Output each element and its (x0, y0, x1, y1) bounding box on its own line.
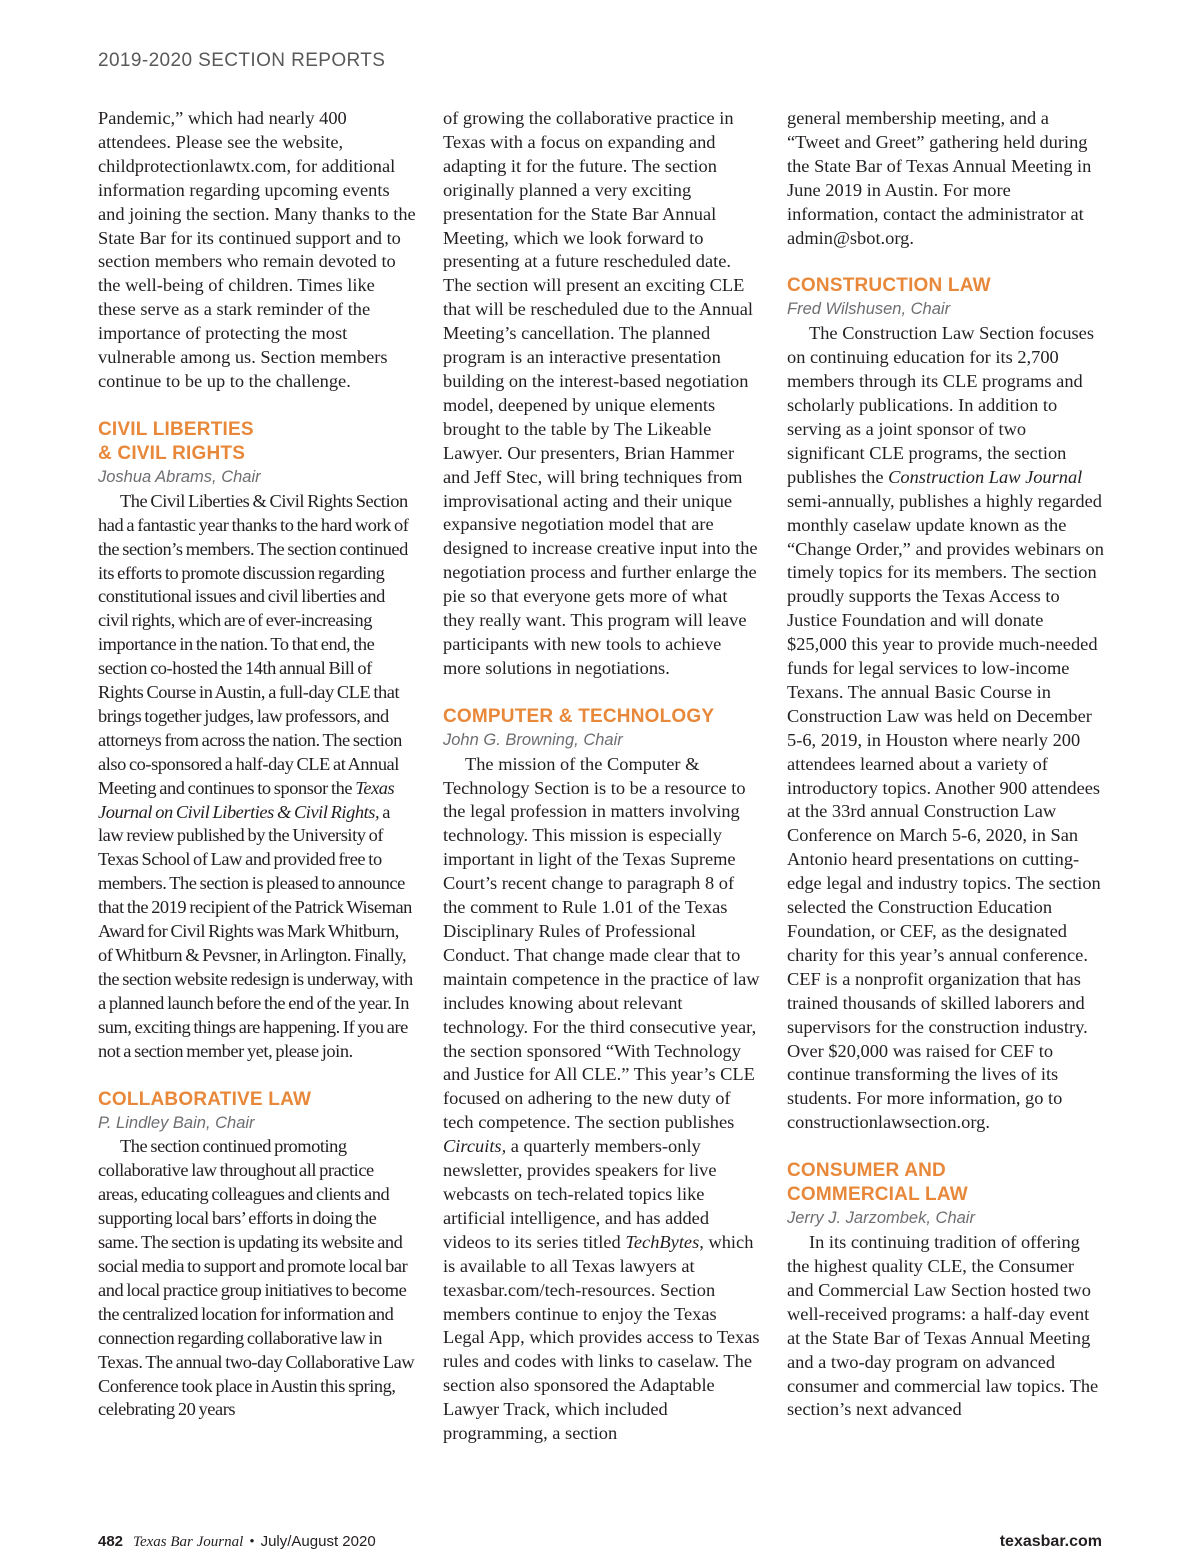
body-text: a quarterly members-only newsletter, provides speakers for live webcasts on tech-related topics like artificial intelligence, and has added videos to its series titled (443, 1136, 717, 1252)
journal-name: Texas Bar Journal (133, 1534, 244, 1550)
body-text: The mission of the Computer & Technology Section is to be a resource to the legal profession in matters involving technology. This mission is especially important in light of the Texas Supreme Court’s recent change to paragraph 8 of the comment to Rule 1.01 of the Texas Disciplinary Rules of Professional Conduct. That change made clear that to maintain competence in the practice of law includes knowing about relevant technology. For the third consecutive year, the section sponsored “With Technology and Justice for All CLE.” This year’s CLE focused on adhering to the new duty of tech competence. The section publishes (443, 753, 760, 1133)
section-chair: Jerry J. Jarzombek, Chair (787, 1209, 975, 1228)
journal-title: Texas Journal on Civil Liberties & Civil Rights, (98, 777, 395, 822)
section-body: The section continued promoting collaborative law throughout all practice areas, educating colleagues and clients and supporting local bars’ efforts in doing the same. The section is updating its website and social media to support and promote local bar and local practice group initiatives to become the centralized location for information and connection regarding collaborative law in Texas. The annual two-day Collaborative Law Conference took place in Austin this spring, celebrating 20 years (98, 1136, 415, 1420)
section-body (98, 490, 416, 1064)
section-heading: CONSTRUCTION LAW (787, 275, 991, 297)
heading-line: & CIVIL RIGHTS (98, 442, 246, 464)
section-civil-liberties (98, 418, 416, 1064)
section-consumer-commercial-law (787, 1159, 1105, 1422)
column-3 (787, 107, 1105, 1422)
body-text: semi-annually, publishes a highly regarded monthly caselaw update known as the “Change Order,” and provides webinars on timely topics for its members. The section proudly supports the Texas Access to Justice Foundation and will donate $25,000 this year to provide much-needed funds for legal services to low-income Texans. The annual Basic Course in Construction Law was held on December 5-6, 2019, in Houston where nearly 200 attendees learned about a variety of introductory topics. Another 900 attendees at the 33rd annual Construction Law Conference on March 5-6, 2020, in San Antonio heard presentations on cutting-edge legal and industry topics. The section selected the Construction Education Foundation, or CEF, as the designated charity for this year’s annual conference. CEF is a nonprofit organization that has trained thousands of skilled laborers and supervisors for the construction industry. Over $20,000 was raised for CEF to continue transforming the lives of its students. For more information, go to constructionlawsection.org. (787, 490, 1104, 1133)
publication-title: Circuits, (443, 1136, 507, 1157)
section-chair: Joshua Abrams, Chair (98, 467, 261, 486)
heading-line: COMMERCIAL LAW (787, 1184, 968, 1206)
column-1 (98, 107, 416, 1422)
footer-bullet: • (249, 1534, 255, 1550)
section-body (787, 322, 1105, 1135)
continued-paragraph: Pandemic,” which had nearly 400 attendees. Please see the website, childprotectionlawtx.com, for additional information regarding upcoming events and joining the section. Many thanks to the State Bar for its continued support and to section members who remain devoted to the well-being of children. Times like these serve as a stark reminder of the importance of protecting the most vulnerable among us. Section members continue to be up to the challenge. (98, 108, 416, 391)
column-2 (443, 107, 761, 1446)
section-chair: John G. Browning, Chair (443, 730, 623, 749)
section-chair: Fred Wilshusen, Chair (787, 300, 951, 319)
body-text: The Construction Law Section focuses on continuing education for its 2,700 members through its CLE programs and scholarly publications. In addition to serving as a joint sponsor of two significant CLE programs, the section publishes the (787, 323, 1094, 487)
section-heading (98, 418, 416, 466)
heading-line: CIVIL LIBERTIES (98, 418, 254, 440)
issue-date: July/August 2020 (260, 1533, 376, 1550)
section-body (443, 753, 761, 1446)
section-chair: P. Lindley Bain, Chair (98, 1113, 255, 1132)
section-heading: COMPUTER & TECHNOLOGY (443, 705, 715, 727)
section-body: In its continuing tradition of offering the highest quality CLE, the Consumer and Commercial Law Section hosted two well-received programs: a half-day event at the State Bar of Texas Annual Meeting and a two-day program on advanced consumer and commercial law topics. The section’s next advanced (787, 1232, 1099, 1420)
series-title: TechBytes, (625, 1231, 704, 1252)
section-heading: COLLABORATIVE LAW (98, 1088, 312, 1110)
body-text: which is available to all Texas lawyers at texasbar.com/tech-resources. Section members continue to enjoy the Texas Legal App, which provides access to Texas rules and codes with links to caselaw. The section also sponsored the Adaptable Lawyer Track, which included programming, a section (443, 1231, 760, 1444)
site-link[interactable]: texasbar.com (999, 1533, 1102, 1550)
section-collaborative-law (98, 1088, 416, 1423)
heading-line: CONSUMER AND (787, 1160, 946, 1182)
page-number: 482 (98, 1533, 124, 1550)
body-text: a law review published by the University of Texas School of Law and provided free to members. The section is pleased to announce that the 2019 recipient of the Patrick Wiseman Award for Civil Rights was Mark Whitburn, of Whitburn & Pevsner, in Arlington. Finally, the section website redesign is underway, with a planned launch before the end of the year. In sum, exciting things are happening. If you are not a section member yet, please join. (98, 801, 413, 1061)
page-footer (98, 1533, 1102, 1551)
continued-paragraph: of growing the collaborative practice in Texas with a focus on expanding and adapting it for the future. The section originally planned a very exciting presentation for the State Bar Annual Meeting, which we look forward to presenting at a future rescheduled date. The section will present an exciting CLE that will be rescheduled due to the Annual Meeting’s cancellation. The planned program is an interactive presentation building on the interest-based negotiation model, deepened by unique elements brought to the table by The Likeable Lawyer. Our presenters, Brian Hammer and Jeff Stec, will bring techniques from improvisational acting and their unique expansive negotiation model that are designed to increase creative input into the negotiation process and further enlarge the pie so that everyone gets more of what they really want. This program will leave participants with new tools to achieve more solutions in negotiations. (443, 108, 758, 678)
body-text: The Civil Liberties & Civil Rights Section had a fantastic year thanks to the hard work of the section’s members. The section continued its efforts to promote discussion regarding constitutional issues and civil liberties and civil rights, which are of ever-increasing importance in the nation. To that end, the section co-hosted the 14th annual Bill of Rights Course in Austin, a full-day CLE that brings together judges, law professors, and attorneys from across the nation. The section also co-sponsored a half-day CLE at Annual Meeting and continues to sponsor the (98, 490, 409, 798)
section-computer-technology (443, 705, 761, 1446)
continued-paragraph: general membership meeting, and a “Tweet and Greet” gathering held during the State Bar of Texas Annual Meeting in June 2019 in Austin. For more information, contact the administrator at admin@sbot.org. (787, 108, 1092, 248)
journal-title: Construction Law Journal (888, 466, 1083, 487)
section-construction-law (787, 274, 1105, 1135)
section-heading (787, 1159, 1105, 1207)
running-head: 2019-2020 SECTION REPORTS (98, 50, 386, 71)
